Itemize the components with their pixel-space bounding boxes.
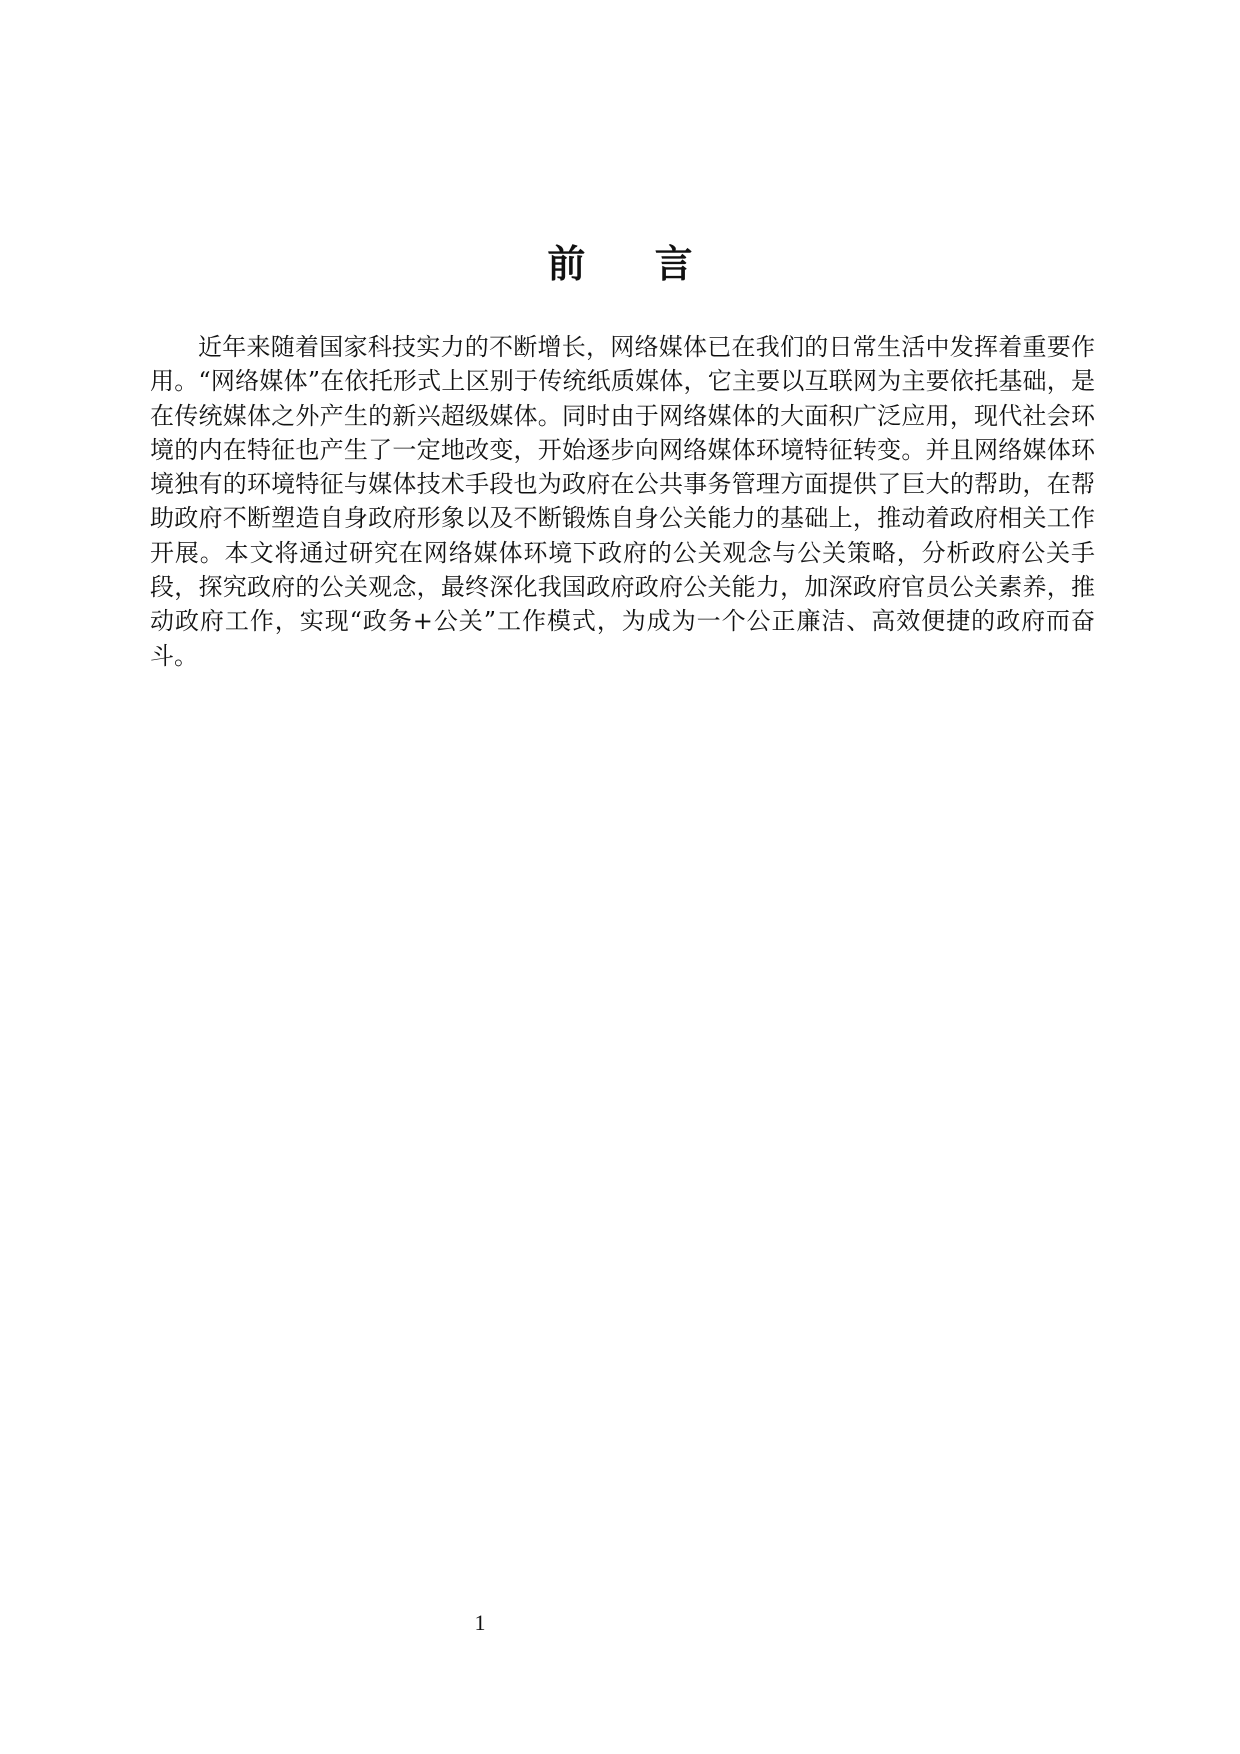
page-title: 前 言 — [547, 242, 721, 286]
page-number: 1 — [474, 1610, 486, 1635]
preface-paragraph: 近年来随着国家科技实力的不断增长，网络媒体已在我们的日常生活中发挥着重要作用。“网络媒体”在依托形式上区别于传统纸质媒体，它主要以互联网为主要依托基础，是在传统媒体之外产生的新兴超级媒体。同时由于网络媒体的大面积广泛应用，现代社会环境的内在特征也产生了一定地改变，开始逐步向网络媒体环境特征转变。并且网络媒体环境独有的环境特征与媒体技术手段也为政府在公共事务管理方面提供了巨大的帮助，在帮助政府不断塑造自身政府形象以及不断锻炼自身公关能力的基础上，推动着政府相关工作开展。本文将通过研究在网络媒体环境下政府的公关观念与公关策略，分析政府公关手段，探究政府的公关观念，最终深化我国政府政府公关能力，加深政府官员公关素养，推动政府工作，实现“政务+公关”工作模式，为成为一个公正廉洁、高效便捷的政府而奋斗。 — [150, 333, 1095, 670]
